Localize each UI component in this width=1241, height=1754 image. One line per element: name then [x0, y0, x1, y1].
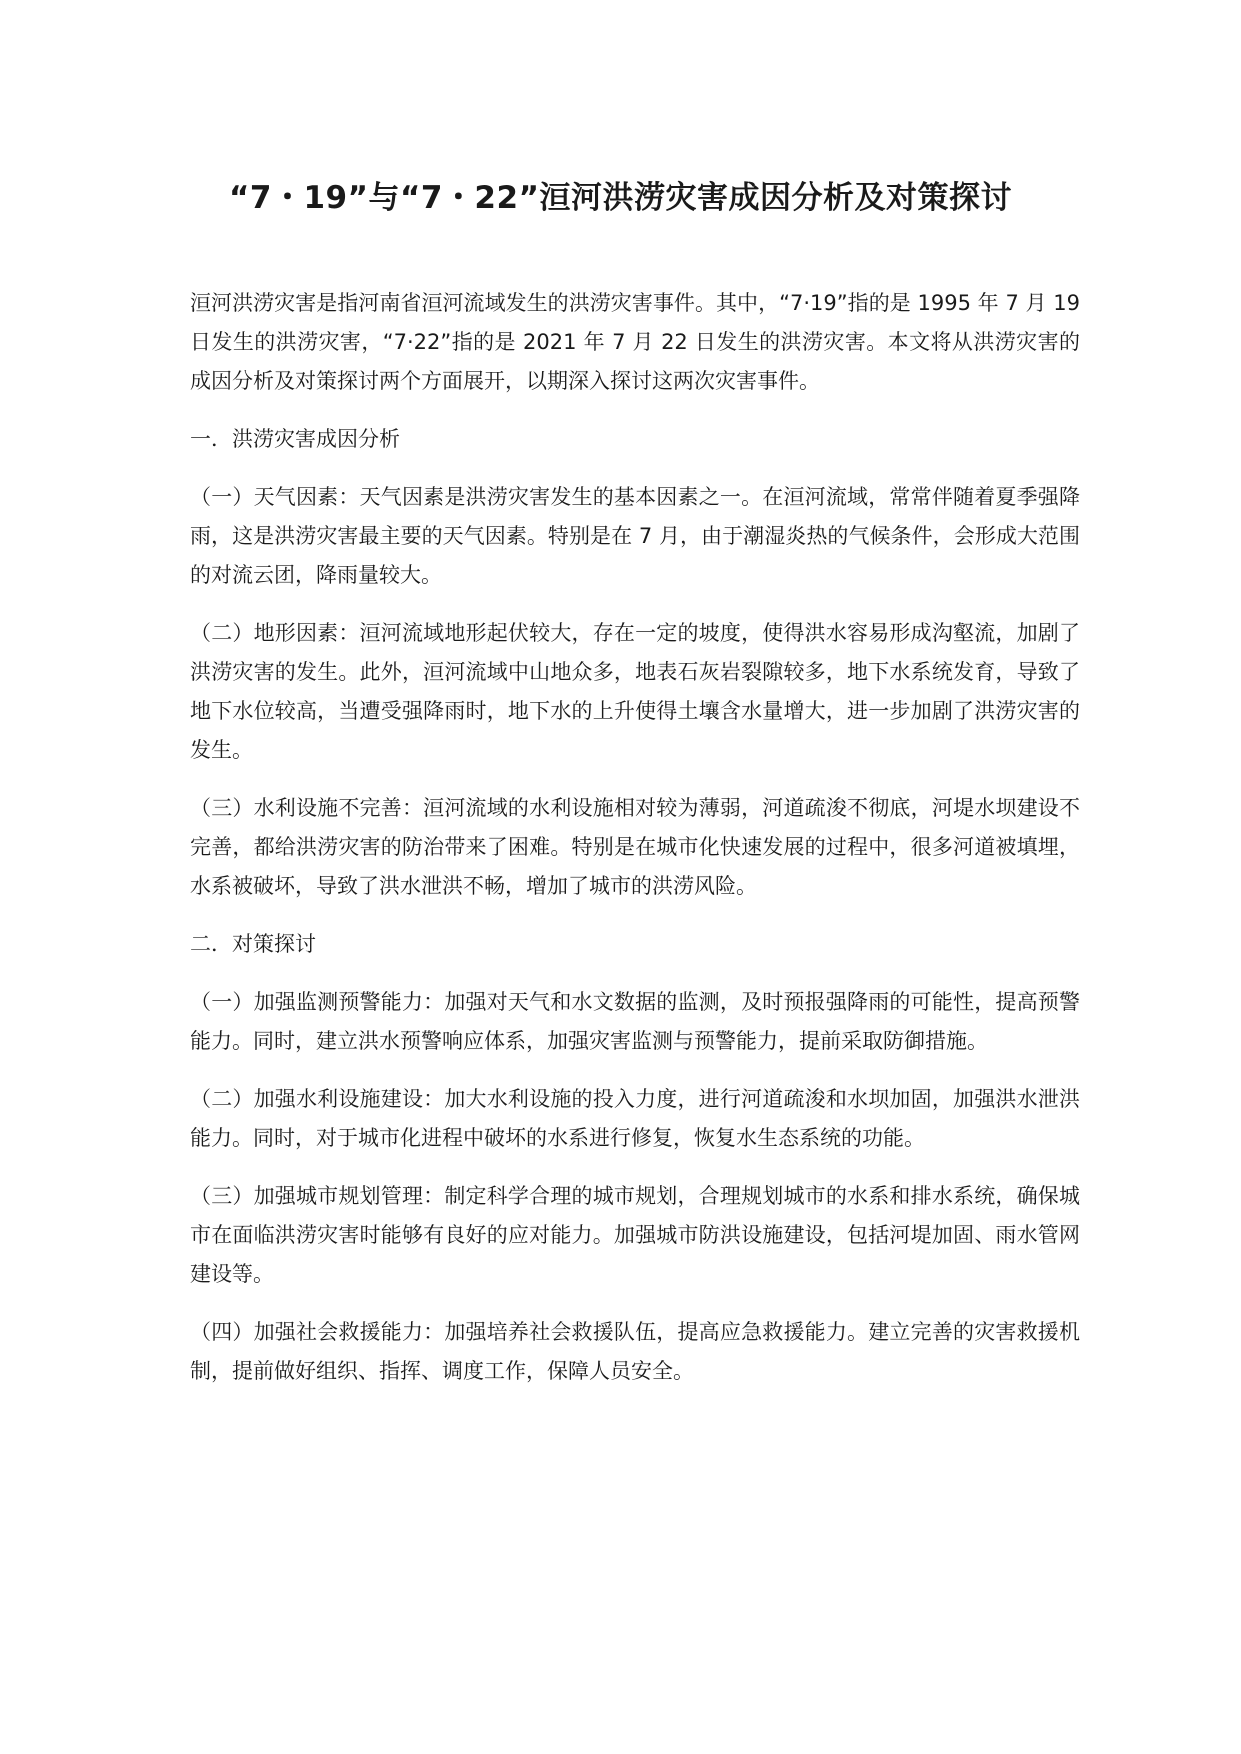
section-heading-causes: 一．洪涝灾害成因分析	[190, 427, 400, 451]
section-heading-countermeasures: 二．对策探讨	[190, 932, 316, 956]
paragraph-monitoring-warning: （一）加强监测预警能力：加强对天气和水文数据的监测，及时预报强降雨的可能性，提高预警能力。同时，建立洪水预警响应体系，加强灾害监测与预警能力，提前采取防御措施。	[190, 990, 1080, 1053]
paragraph-weather-factor: （一）天气因素：天气因素是洪涝灾害发生的基本因素之一。在洹河流域，常常伴随着夏季强降雨，这是洪涝灾害最主要的天气因素。特别是在 7 月，由于潮湿炎热的气候条件，会形成大范围的对流云团，降雨量较大。	[190, 485, 1080, 587]
document-body	[190, 284, 1080, 1410]
paragraph-urban-planning: （三）加强城市规划管理：制定科学合理的城市规划，合理规划城市的水系和排水系统，确保城市在面临洪涝灾害时能够有良好的应对能力。加强城市防洪设施建设，包括河堤加固、雨水管网建设等。	[190, 1184, 1080, 1286]
intro-paragraph: 洹河洪涝灾害是指河南省洹河流域发生的洪涝灾害事件。其中，“7·19”指的是 1995 年 7 月 19 日发生的洪涝灾害，“7·22”指的是 2021 年 7 月 22 日发生的洪涝灾害。本文将从洪涝灾害的成因分析及对策探讨两个方面展开，以期深入探讨这两次灾害事件。	[190, 291, 1080, 393]
document-title: “7・19”与“7・22”洹河洪涝灾害成因分析及对策探讨	[229, 180, 1012, 216]
paragraph-water-facilities: （三）水利设施不完善：洹河流域的水利设施相对较为薄弱，河道疏浚不彻底，河堤水坝建设不完善，都给洪涝灾害的防治带来了困难。特别是在城市化快速发展的过程中，很多河道被填埋，水系被破坏，导致了洪水泄洪不畅，增加了城市的洪涝风险。	[190, 796, 1080, 898]
paragraph-social-rescue: （四）加强社会救援能力：加强培养社会救援队伍，提高应急救援能力。建立完善的灾害救援机制，提前做好组织、指挥、调度工作，保障人员安全。	[190, 1320, 1080, 1383]
paragraph-water-construction: （二）加强水利设施建设：加大水利设施的投入力度，进行河道疏浚和水坝加固，加强洪水泄洪能力。同时，对于城市化进程中破坏的水系进行修复，恢复水生态系统的功能。	[190, 1087, 1080, 1150]
paragraph-terrain-factor: （二）地形因素：洹河流域地形起伏较大，存在一定的坡度，使得洪水容易形成沟壑流，加剧了洪涝灾害的发生。此外，洹河流域中山地众多，地表石灰岩裂隙较多，地下水系统发育，导致了地下水位较高，当遭受强降雨时，地下水的上升使得土壤含水量增大，进一步加剧了洪涝灾害的发生。	[190, 621, 1080, 762]
